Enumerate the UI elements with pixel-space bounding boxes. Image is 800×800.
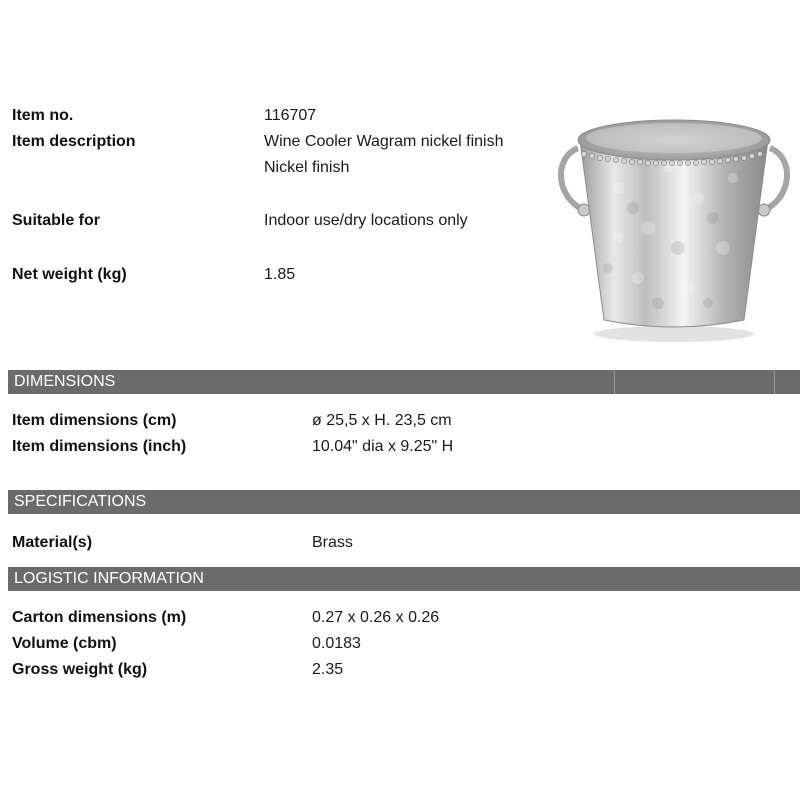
specifications-title: SPECIFICATIONS [14,493,147,510]
item-description-label: Item description [12,133,136,150]
item-no-value: 116707 [264,107,317,124]
gross-weight-value: 2.35 [312,661,344,678]
item-dimensions-cm-value: ø 25,5 x H. 23,5 cm [312,412,452,429]
carton-dimensions-label: Carton dimensions (m) [12,609,187,626]
materials-label: Material(s) [12,534,93,551]
dimensions-title: DIMENSIONS [14,373,116,390]
net-weight-value: 1.85 [264,266,296,283]
specifications-header [8,490,800,514]
band-divider [774,370,775,394]
suitable-for-value: Indoor use/dry locations only [264,212,468,229]
item-dimensions-cm-label: Item dimensions (cm) [12,412,177,429]
logistic-title: LOGISTIC INFORMATION [14,570,204,587]
item-description-value: Wine Cooler Wagram nickel finish [264,133,504,150]
materials-value: Brass [312,534,353,551]
volume-value: 0.0183 [312,635,361,652]
item-no-label: Item no. [12,107,74,124]
item-dimensions-inch-label: Item dimensions (inch) [12,438,187,455]
carton-dimensions-value: 0.27 x 0.26 x 0.26 [312,609,440,626]
suitable-for-label: Suitable for [12,212,101,229]
band-divider [614,370,615,394]
logistic-header [8,567,800,591]
item-dimensions-inch-value: 10.04" dia x 9.25" H [312,438,454,455]
volume-label: Volume (cbm) [12,635,117,652]
gross-weight-label: Gross weight (kg) [12,661,148,678]
net-weight-label: Net weight (kg) [12,266,127,283]
dimensions-header [8,370,800,394]
item-finish-value: Nickel finish [264,159,350,176]
wine-cooler-image [548,98,800,346]
